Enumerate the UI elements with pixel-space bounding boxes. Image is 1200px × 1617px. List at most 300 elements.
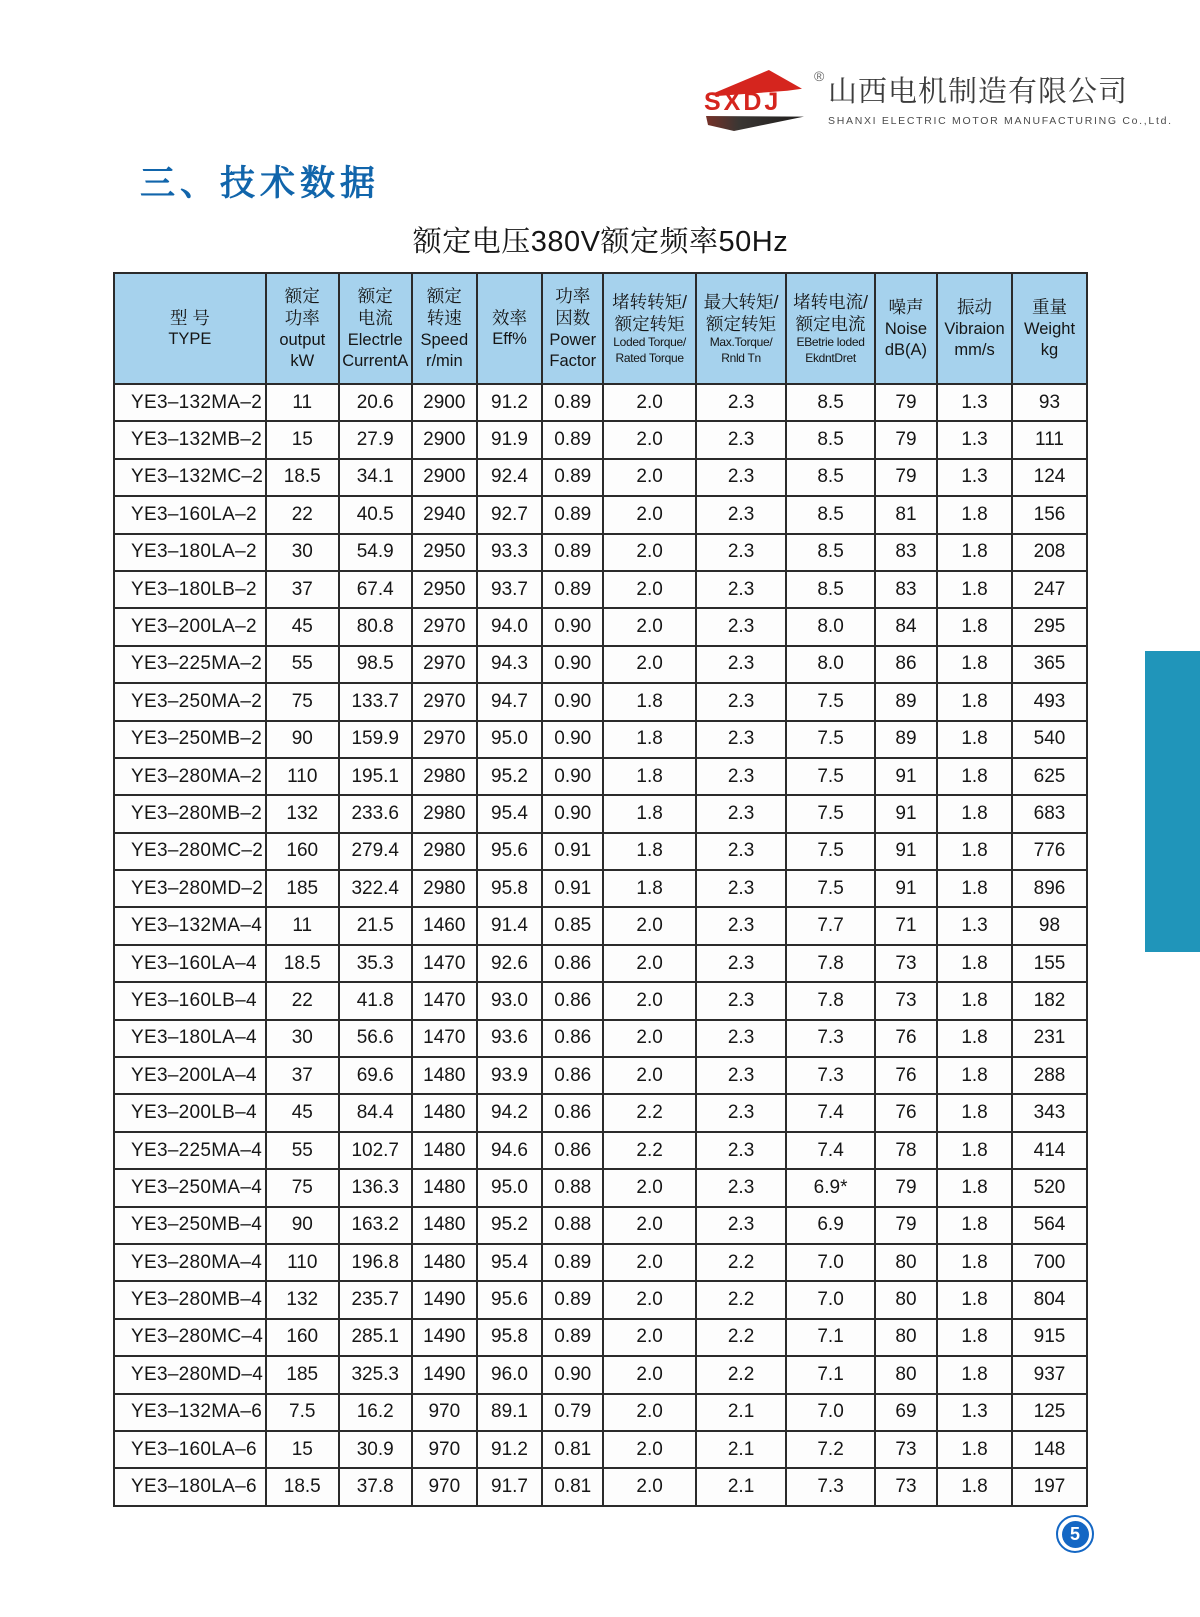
value-cell: 2.2 — [696, 1281, 786, 1318]
value-cell: 0.81 — [542, 1431, 603, 1468]
value-cell: 30 — [266, 1020, 339, 1057]
value-cell: 1.8 — [937, 833, 1012, 870]
value-cell: 2.0 — [603, 907, 695, 944]
value-cell: 94.2 — [477, 1094, 542, 1131]
value-cell: 2950 — [412, 534, 477, 571]
value-cell: 0.86 — [542, 1094, 603, 1131]
value-cell: 0.90 — [542, 1356, 603, 1393]
value-cell: 95.4 — [477, 795, 542, 832]
company-name-block — [828, 69, 1173, 127]
value-cell: 776 — [1012, 833, 1087, 870]
header-line-cn: 转速 — [426, 308, 462, 329]
value-cell: 1.8 — [937, 1468, 1012, 1505]
value-cell: 493 — [1012, 683, 1087, 720]
value-cell: 91 — [875, 833, 937, 870]
table-row — [114, 1207, 1087, 1244]
value-cell: 8.0 — [786, 646, 875, 683]
model-cell: YE3–200LB–4 — [114, 1094, 266, 1131]
value-cell: 1.3 — [937, 421, 1012, 458]
section-title: 三、技术数据 — [140, 164, 381, 203]
value-cell: 2.0 — [603, 1169, 695, 1206]
value-cell: 92.4 — [477, 459, 542, 496]
value-cell: 22 — [266, 982, 339, 1019]
header-line-en: EBetrie loded — [796, 335, 865, 350]
value-cell: 2.3 — [696, 758, 786, 795]
value-cell: 8.5 — [786, 459, 875, 496]
value-cell: 0.89 — [542, 1281, 603, 1318]
value-cell: 0.89 — [542, 1244, 603, 1281]
value-cell: 15 — [266, 421, 339, 458]
value-cell: 0.90 — [542, 758, 603, 795]
table-row — [114, 1319, 1087, 1356]
value-cell: 91.4 — [477, 907, 542, 944]
value-cell: 41.8 — [339, 982, 412, 1019]
value-cell: 81 — [875, 496, 937, 533]
value-cell: 414 — [1012, 1132, 1087, 1169]
header-line-cn: 堵转转矩/ — [612, 291, 688, 312]
model-cell: YE3–200LA–2 — [114, 608, 266, 645]
value-cell: 0.90 — [542, 646, 603, 683]
value-cell: 1.8 — [937, 1356, 1012, 1393]
value-cell: 196.8 — [339, 1244, 412, 1281]
value-cell: 2.0 — [603, 384, 695, 421]
value-cell: 91 — [875, 870, 937, 907]
column-header-7 — [696, 273, 786, 384]
value-cell: 2.3 — [696, 1020, 786, 1057]
value-cell: 90 — [266, 1207, 339, 1244]
company-name-en: SHANXI ELECTRIC MOTOR MANUFACTURING Co.,Ltd. — [828, 115, 1173, 127]
value-cell: 0.90 — [542, 683, 603, 720]
value-cell: 160 — [266, 1319, 339, 1356]
value-cell: 93.6 — [477, 1020, 542, 1057]
model-cell: YE3–132MA–6 — [114, 1394, 266, 1431]
value-cell: 15 — [266, 1431, 339, 1468]
value-cell: 163.2 — [339, 1207, 412, 1244]
header-row — [114, 273, 1087, 384]
value-cell: 40.5 — [339, 496, 412, 533]
value-cell: 0.91 — [542, 833, 603, 870]
value-cell: 54.9 — [339, 534, 412, 571]
header-line-cn: 堵转电流/ — [793, 291, 868, 312]
model-cell: YE3–280MD–2 — [114, 870, 266, 907]
table-row — [114, 795, 1087, 832]
value-cell: 0.89 — [542, 571, 603, 608]
value-cell: 95.2 — [477, 758, 542, 795]
value-cell: 133.7 — [339, 683, 412, 720]
table-header — [114, 273, 1087, 384]
header-line-en: Eff% — [492, 330, 527, 349]
header-line-cn: 额定 — [284, 286, 320, 306]
value-cell: 95.6 — [477, 1281, 542, 1318]
value-cell: 2.0 — [603, 1394, 695, 1431]
model-cell: YE3–160LA–2 — [114, 496, 266, 533]
value-cell: 91.7 — [477, 1468, 542, 1505]
value-cell: 80 — [875, 1356, 937, 1393]
column-header-11 — [1012, 273, 1087, 384]
value-cell: 1.8 — [937, 1020, 1012, 1057]
table-row — [114, 1169, 1087, 1206]
value-cell: 18.5 — [266, 459, 339, 496]
value-cell: 1.8 — [937, 1094, 1012, 1131]
value-cell: 970 — [412, 1431, 477, 1468]
header-line-en: Weight — [1023, 319, 1076, 338]
table-row — [114, 1244, 1087, 1281]
table-row — [114, 1431, 1087, 1468]
header-line-cn: 功率 — [555, 286, 591, 306]
header-line-cn: 额定转矩 — [706, 313, 777, 334]
value-cell: 1.3 — [937, 459, 1012, 496]
value-cell: 1.8 — [603, 870, 695, 907]
value-cell: 2.3 — [696, 1132, 786, 1169]
value-cell: 7.3 — [786, 1057, 875, 1094]
header-line-cn: 最大转矩/ — [703, 291, 779, 312]
value-cell: 2.0 — [603, 1207, 695, 1244]
model-cell: YE3–180LB–2 — [114, 571, 266, 608]
column-header-0 — [114, 273, 266, 384]
value-cell: 76 — [875, 1057, 937, 1094]
value-cell: 45 — [266, 608, 339, 645]
value-cell: 7.0 — [786, 1281, 875, 1318]
value-cell: 2.2 — [696, 1244, 786, 1281]
value-cell: 73 — [875, 1468, 937, 1505]
value-cell: 1.8 — [937, 683, 1012, 720]
value-cell: 1.8 — [603, 683, 695, 720]
value-cell: 1470 — [412, 945, 477, 982]
value-cell: 1.8 — [937, 758, 1012, 795]
value-cell: 95.8 — [477, 1319, 542, 1356]
value-cell: 6.9* — [786, 1169, 875, 1206]
value-cell: 93.9 — [477, 1057, 542, 1094]
value-cell: 1.8 — [937, 795, 1012, 832]
value-cell: 84 — [875, 608, 937, 645]
value-cell: 896 — [1012, 870, 1087, 907]
value-cell: 2.3 — [696, 870, 786, 907]
header-line-en: kg — [1040, 340, 1059, 359]
value-cell: 75 — [266, 683, 339, 720]
value-cell: 7.4 — [786, 1094, 875, 1131]
sxdj-logo-icon — [700, 64, 825, 132]
model-cell: YE3–225MA–4 — [114, 1132, 266, 1169]
model-cell: YE3–280MA–4 — [114, 1244, 266, 1281]
value-cell: 2.1 — [696, 1394, 786, 1431]
header-line-cn: 噪声 — [888, 297, 924, 318]
value-cell: 2900 — [412, 421, 477, 458]
table-row — [114, 459, 1087, 496]
value-cell: 2.0 — [603, 1057, 695, 1094]
value-cell: 79 — [875, 1207, 937, 1244]
value-cell: 18.5 — [266, 1468, 339, 1505]
header-line-en: Electrle — [347, 330, 403, 349]
model-cell: YE3–132MC–2 — [114, 459, 266, 496]
header-line-en: Speed — [420, 330, 469, 349]
model-cell: YE3–280MB–2 — [114, 795, 266, 832]
value-cell: 80 — [875, 1319, 937, 1356]
value-cell: 683 — [1012, 795, 1087, 832]
value-cell: 970 — [412, 1468, 477, 1505]
value-cell: 2.3 — [696, 1207, 786, 1244]
table-row — [114, 384, 1087, 421]
value-cell: 235.7 — [339, 1281, 412, 1318]
column-header-2 — [339, 273, 412, 384]
model-cell: YE3–160LA–4 — [114, 945, 266, 982]
value-cell: 92.6 — [477, 945, 542, 982]
registered-trademark-icon: ® — [814, 68, 825, 84]
value-cell: 79 — [875, 459, 937, 496]
table-subtitle: 额定电压380V额定频率50Hz — [412, 226, 789, 258]
value-cell: 2.3 — [696, 945, 786, 982]
table-row — [114, 907, 1087, 944]
value-cell: 73 — [875, 945, 937, 982]
value-cell: 11 — [266, 907, 339, 944]
value-cell: 7.7 — [786, 907, 875, 944]
value-cell: 1.8 — [937, 1057, 1012, 1094]
value-cell: 7.5 — [786, 758, 875, 795]
value-cell: 8.0 — [786, 608, 875, 645]
value-cell: 2.0 — [603, 571, 695, 608]
header-line-en: TYPE — [168, 330, 212, 349]
value-cell: 55 — [266, 1132, 339, 1169]
value-cell: 915 — [1012, 1319, 1087, 1356]
value-cell: 288 — [1012, 1057, 1087, 1094]
header-line-en: kW — [290, 351, 315, 370]
value-cell: 2.3 — [696, 1094, 786, 1131]
value-cell: 1480 — [412, 1207, 477, 1244]
column-header-6 — [603, 273, 695, 384]
value-cell: 0.86 — [542, 945, 603, 982]
header-line-en: Max.Torque/ — [709, 335, 773, 350]
table-row — [114, 1468, 1087, 1505]
column-header-1 — [266, 273, 339, 384]
value-cell: 2950 — [412, 571, 477, 608]
value-cell: 93.7 — [477, 571, 542, 608]
value-cell: 91 — [875, 758, 937, 795]
value-cell: 83 — [875, 571, 937, 608]
value-cell: 1480 — [412, 1057, 477, 1094]
value-cell: 625 — [1012, 758, 1087, 795]
value-cell: 1.3 — [937, 1394, 1012, 1431]
value-cell: 75 — [266, 1169, 339, 1206]
value-cell: 90 — [266, 721, 339, 758]
value-cell: 2.1 — [696, 1468, 786, 1505]
header-line-cn: 额定 — [426, 286, 462, 306]
value-cell: 1490 — [412, 1319, 477, 1356]
model-cell: YE3–132MB–2 — [114, 421, 266, 458]
value-cell: 2.0 — [603, 1244, 695, 1281]
table-row — [114, 833, 1087, 870]
value-cell: 2.2 — [696, 1319, 786, 1356]
value-cell: 1470 — [412, 982, 477, 1019]
value-cell: 1.8 — [937, 721, 1012, 758]
value-cell: 98 — [1012, 907, 1087, 944]
value-cell: 7.5 — [786, 683, 875, 720]
value-cell: 7.5 — [786, 795, 875, 832]
value-cell: 937 — [1012, 1356, 1087, 1393]
header-line-en: mm/s — [954, 340, 995, 359]
header-line-en: output — [279, 330, 326, 349]
value-cell: 76 — [875, 1020, 937, 1057]
value-cell: 1.8 — [937, 496, 1012, 533]
value-cell: 16.2 — [339, 1394, 412, 1431]
value-cell: 2.3 — [696, 1169, 786, 1206]
value-cell: 7.1 — [786, 1319, 875, 1356]
value-cell: 95.0 — [477, 1169, 542, 1206]
value-cell: 2980 — [412, 870, 477, 907]
value-cell: 1480 — [412, 1169, 477, 1206]
value-cell: 132 — [266, 1281, 339, 1318]
value-cell: 92.7 — [477, 496, 542, 533]
value-cell: 1.8 — [937, 571, 1012, 608]
company-logo — [700, 64, 1173, 132]
value-cell: 159.9 — [339, 721, 412, 758]
value-cell: 37 — [266, 1057, 339, 1094]
value-cell: 2.3 — [696, 608, 786, 645]
value-cell: 156 — [1012, 496, 1087, 533]
value-cell: 160 — [266, 833, 339, 870]
page-number-badge — [1056, 1515, 1094, 1553]
value-cell: 0.88 — [542, 1207, 603, 1244]
value-cell: 0.89 — [542, 459, 603, 496]
value-cell: 2.0 — [603, 982, 695, 1019]
value-cell: 8.5 — [786, 384, 875, 421]
value-cell: 1.8 — [603, 833, 695, 870]
value-cell: 233.6 — [339, 795, 412, 832]
page-edge-accent-bar — [1145, 651, 1200, 952]
header-line-cn: 额定转矩 — [614, 313, 685, 334]
model-cell: YE3–280MB–4 — [114, 1281, 266, 1318]
header-line-en: Noise — [884, 319, 928, 338]
value-cell: 110 — [266, 1244, 339, 1281]
value-cell: 1.8 — [937, 1244, 1012, 1281]
value-cell: 1480 — [412, 1132, 477, 1169]
value-cell: 2.3 — [696, 571, 786, 608]
value-cell: 195.1 — [339, 758, 412, 795]
page-number: 5 — [1062, 1521, 1089, 1548]
value-cell: 7.3 — [786, 1468, 875, 1505]
model-cell: YE3–132MA–2 — [114, 384, 266, 421]
value-cell: 2.0 — [603, 421, 695, 458]
value-cell: 30 — [266, 534, 339, 571]
header-line-en: CurrentA — [342, 351, 409, 370]
value-cell: 2970 — [412, 608, 477, 645]
value-cell: 6.9 — [786, 1207, 875, 1244]
logo-brand-text: SXDJ — [704, 88, 782, 116]
value-cell: 95.0 — [477, 721, 542, 758]
column-header-10 — [937, 273, 1012, 384]
value-cell: 2.0 — [603, 459, 695, 496]
value-cell: 98.5 — [339, 646, 412, 683]
header-line-en: Loded Torque/ — [613, 335, 686, 350]
motor-spec-table — [113, 272, 1088, 1507]
value-cell: 540 — [1012, 721, 1087, 758]
value-cell: 2.0 — [603, 1431, 695, 1468]
value-cell: 2.3 — [696, 459, 786, 496]
value-cell: 0.90 — [542, 795, 603, 832]
value-cell: 8.5 — [786, 571, 875, 608]
value-cell: 8.5 — [786, 421, 875, 458]
header-line-en: r/min — [425, 351, 463, 370]
table-row — [114, 534, 1087, 571]
value-cell: 247 — [1012, 571, 1087, 608]
value-cell: 94.0 — [477, 608, 542, 645]
value-cell: 231 — [1012, 1020, 1087, 1057]
value-cell: 1480 — [412, 1244, 477, 1281]
column-header-4 — [477, 273, 542, 384]
header-line-en: Factor — [549, 351, 597, 370]
value-cell: 1.8 — [937, 1169, 1012, 1206]
value-cell: 96.0 — [477, 1356, 542, 1393]
column-header-8 — [786, 273, 875, 384]
value-cell: 2.0 — [603, 608, 695, 645]
value-cell: 69 — [875, 1394, 937, 1431]
value-cell: 71 — [875, 907, 937, 944]
value-cell: 18.5 — [266, 945, 339, 982]
table-row — [114, 1057, 1087, 1094]
model-cell: YE3–280MD–4 — [114, 1356, 266, 1393]
value-cell: 7.8 — [786, 945, 875, 982]
value-cell: 325.3 — [339, 1356, 412, 1393]
value-cell: 73 — [875, 982, 937, 1019]
value-cell: 56.6 — [339, 1020, 412, 1057]
value-cell: 2.3 — [696, 534, 786, 571]
value-cell: 7.2 — [786, 1431, 875, 1468]
table-row — [114, 758, 1087, 795]
value-cell: 1.8 — [937, 1431, 1012, 1468]
value-cell: 2.3 — [696, 907, 786, 944]
value-cell: 148 — [1012, 1431, 1087, 1468]
value-cell: 27.9 — [339, 421, 412, 458]
value-cell: 89 — [875, 683, 937, 720]
value-cell: 0.81 — [542, 1468, 603, 1505]
value-cell: 84.4 — [339, 1094, 412, 1131]
header-line-en: Rated Torque — [615, 350, 684, 365]
value-cell: 1.8 — [603, 721, 695, 758]
value-cell: 2.3 — [696, 646, 786, 683]
value-cell: 2900 — [412, 459, 477, 496]
value-cell: 93.3 — [477, 534, 542, 571]
value-cell: 95.8 — [477, 870, 542, 907]
model-cell: YE3–180LA–6 — [114, 1468, 266, 1505]
value-cell: 2900 — [412, 384, 477, 421]
value-cell: 94.7 — [477, 683, 542, 720]
value-cell: 95.6 — [477, 833, 542, 870]
value-cell: 343 — [1012, 1094, 1087, 1131]
value-cell: 1.8 — [937, 870, 1012, 907]
value-cell: 2.0 — [603, 1319, 695, 1356]
value-cell: 1.8 — [603, 758, 695, 795]
value-cell: 208 — [1012, 534, 1087, 571]
header-line-cn: 功率 — [284, 308, 320, 329]
value-cell: 1.8 — [603, 795, 695, 832]
value-cell: 2970 — [412, 646, 477, 683]
value-cell: 45 — [266, 1094, 339, 1131]
value-cell: 125 — [1012, 1394, 1087, 1431]
value-cell: 7.3 — [786, 1020, 875, 1057]
value-cell: 2.3 — [696, 384, 786, 421]
table-row — [114, 982, 1087, 1019]
table-row — [114, 496, 1087, 533]
value-cell: 2.1 — [696, 1431, 786, 1468]
value-cell: 2970 — [412, 683, 477, 720]
value-cell: 95.4 — [477, 1244, 542, 1281]
model-cell: YE3–200LA–4 — [114, 1057, 266, 1094]
value-cell: 7.0 — [786, 1244, 875, 1281]
value-cell: 91.2 — [477, 384, 542, 421]
table-row — [114, 1094, 1087, 1131]
table-row — [114, 1132, 1087, 1169]
value-cell: 7.4 — [786, 1132, 875, 1169]
value-cell: 2.0 — [603, 1020, 695, 1057]
model-cell: YE3–160LA–6 — [114, 1431, 266, 1468]
